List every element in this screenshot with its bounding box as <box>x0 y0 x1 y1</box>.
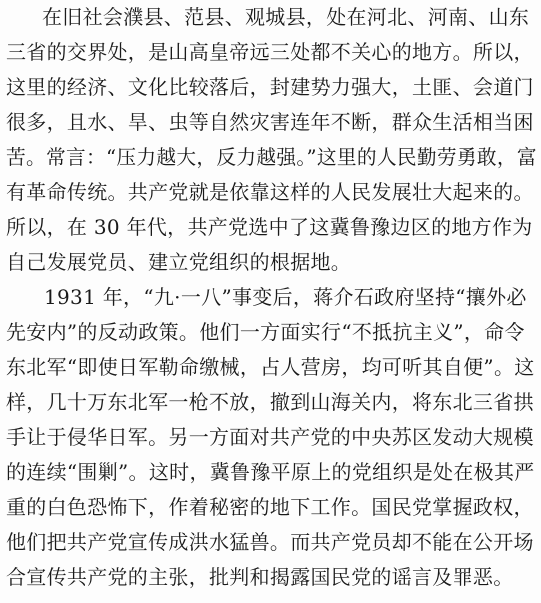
text-line: 手让于侵华日军。另一方面对共产党的中央苏区发动大规模 <box>6 425 534 449</box>
text-line: 有革命传统。共产党就是依靠这样的人民发展壮大起来的。 <box>6 180 534 204</box>
text-line: 重的白色恐怖下，作着秘密的地下工作。国民党掌握政权， <box>6 495 534 519</box>
text-line: 三省的交界处，是山高皇帝远三处都不关心的地方。所以， <box>6 40 534 64</box>
text-line: 东北军“即使日军勒命缴械，占人营房，均可听其自便”。这 <box>6 355 535 379</box>
text-line: 所以，在 30 年代，共产党选中了这冀鲁豫边区的地方作为 <box>6 215 533 239</box>
text-line: 苦。常言：“压力越大，反力越强。”这里的人民勤劳勇敢，富 <box>6 145 537 169</box>
text-line: 1931 年，“九·一八”事变后，蒋介石政府坚持“攘外必 <box>44 285 527 309</box>
text-line: 样，几十万东北军一枪不放，撤到山海关内，将东北三省拱 <box>6 390 534 414</box>
text-line: 自己发展党员、建立党组织的根据地。 <box>6 250 352 274</box>
text-line: 这里的经济、文化比较落后，封建势力强大，土匪、会道门 <box>6 75 534 99</box>
text-line: 他们把共产党宣传成洪水猛兽。而共产党员却不能在公开场 <box>6 530 534 554</box>
text-line: 合宣传共产党的主张，批判和揭露国民党的谣言及罪恶。 <box>6 565 514 589</box>
text-line: 很多，且水、旱、虫等自然灾害连年不断，群众生活相当困 <box>6 110 534 134</box>
text-line: 的连续“围剿”。这时，冀鲁豫平原上的党组织是处在极其严 <box>6 460 535 484</box>
text-line: 在旧社会濮县、范县、观城县，处在河北、河南、山东 <box>42 5 530 29</box>
text-line: 先安内”的反动政策。他们一方面实行“不抵抗主义”，命令 <box>6 320 525 344</box>
